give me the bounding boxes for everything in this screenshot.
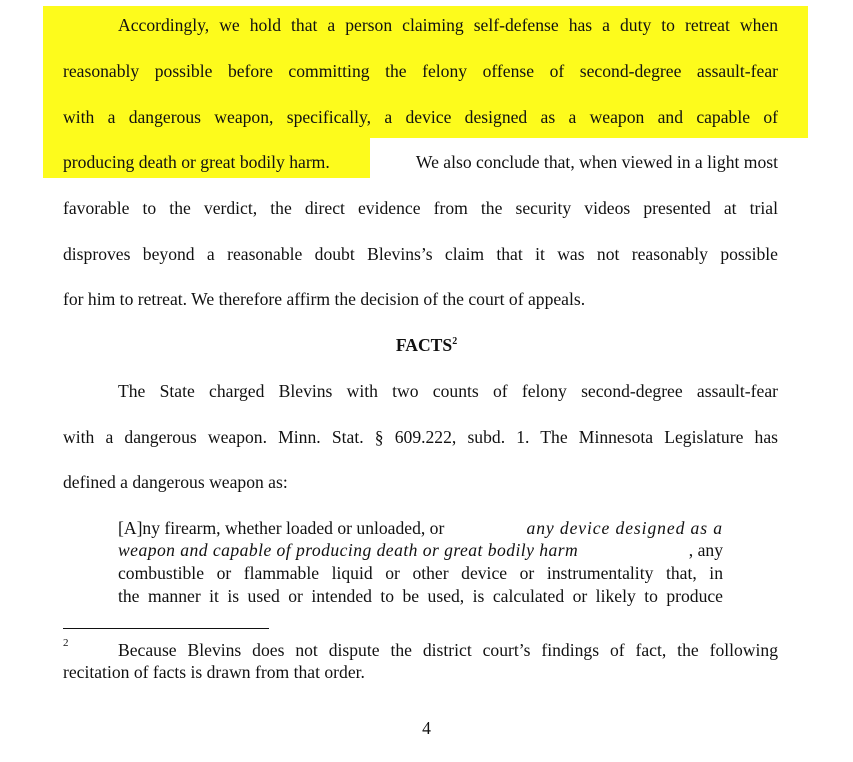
quote-line2-plain: , any xyxy=(688,540,723,560)
paragraph1-line1: Accordingly, we hold that a person claiming self-defense has a duty to retreat when xyxy=(118,15,778,35)
quote-line1-italic: any device designed as a xyxy=(526,518,723,538)
paragraph1-line6: disproves beyond a reasonable doubt Blevins’s claim that it was not reasonably possible xyxy=(63,244,778,264)
highlighted-holding-end: producing death or great bodily harm. xyxy=(63,152,330,172)
page-number: 4 xyxy=(422,718,431,738)
footnote-number: 2 xyxy=(63,637,69,649)
paragraph1-line7: for him to retreat. We therefore affirm the decision of the court of appeals. xyxy=(63,289,586,309)
footnote-separator xyxy=(63,628,269,629)
paragraph2-line1: The State charged Blevins with two counts of felony second-degree assault-fear xyxy=(118,381,778,401)
paragraph1-line2: reasonably possible before committing the felony offense of second-degree assault-fear xyxy=(63,61,778,81)
paragraph1-line5: favorable to the verdict, the direct evidence from the security videos presented at trial xyxy=(63,198,778,218)
heading-text: FACTS xyxy=(395,335,453,355)
paragraph1-line4 xyxy=(63,151,778,173)
block-quote-line4: the manner it is used or intended to be used, is calculated or likely to produce xyxy=(118,586,723,606)
paragraph1-line4-rest: We also conclude that, when viewed in a light most xyxy=(415,152,778,172)
footnote-line1: Because Blevins does not dispute the district court’s findings of fact, the following xyxy=(118,640,778,660)
block-quote-line2 xyxy=(118,539,723,561)
footnote-line2: recitation of facts is drawn from that order. xyxy=(63,662,365,682)
footnote-reference[interactable]: 2 xyxy=(452,336,458,348)
block-quote-line3: combustible or flammable liquid or other device or instrumentality that, in xyxy=(118,563,723,583)
paragraph1-line3: with a dangerous weapon, specifically, a device designed as a weapon and capable of xyxy=(63,107,778,127)
quote-line1-plain: [A]ny firearm, whether loaded or unloaded, or xyxy=(118,518,445,538)
section-heading-facts xyxy=(0,334,853,356)
paragraph2-line2: with a dangerous weapon. Minn. Stat. § 609.222, subd. 1. The Minnesota Legislature has xyxy=(63,427,778,447)
quote-line2-italic: weapon and capable of producing death or great bodily harm xyxy=(118,540,579,560)
paragraph2-line3: defined a dangerous weapon as: xyxy=(63,472,288,492)
block-quote-line1 xyxy=(118,517,723,539)
